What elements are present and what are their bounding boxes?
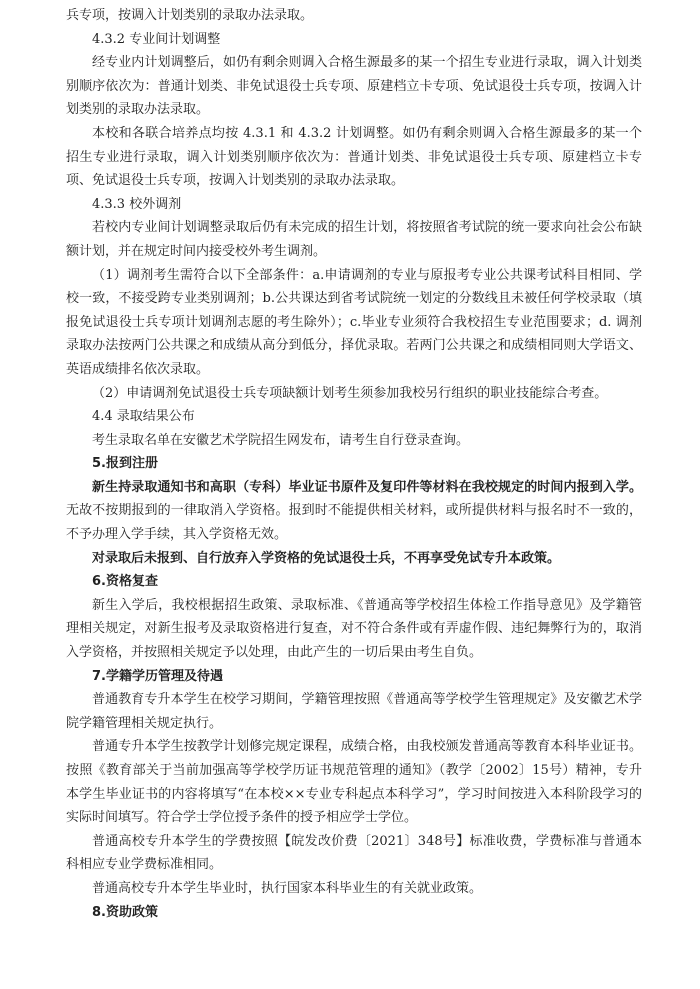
paragraph-veteran-assessment: （2）申请调剂免试退役士兵专项缺额计划考生须参加我校另行组织的职业技能综合考查。 [92,385,608,401]
paragraph-employment: 普通高校专升本学生毕业时，执行国家本科毕业生的有关就业政策。 [92,880,483,896]
section-8-heading: 8.资助政策 [92,904,158,920]
registration-rest: 无故不按期报到的一律取消入学资格。报到时不能提供相关材料，或所提供材料与报名时不一致的，不予办理入学手续，其入学资格无效。 [66,503,642,543]
paragraph-external-transfer: 若校内专业间计划调整录取后仍有未完成的招生计划，将按照省考试院的统一要求向社会公布缺额计划，并在规定时间内接受校外考生调剂。 [66,220,642,259]
section-4-4-title: 4.4 录取结果公布 [92,409,195,425]
paragraph-status-management: 普通教育专升本学生在校学习期间，学籍管理按照《普通高等学校学生管理规定》及安徽艺术学院学籍管理相关规定执行。 [66,692,642,731]
paragraph-transfer-conditions: （1）调剂考生需符合以下全部条件：a.申请调剂的专业与原报考专业公共课考试科目相同、学校一致，不接受跨专业类别调剂；b.公共课达到省考试院统一划定的分数线且未被任何学校录取（填报免试退役士兵专项计划调剂志愿的考生除外）；c.毕业专业须符合我校招生专业范围要求；d. 调剂录取办法按两门公共课之和成绩从高分到低分，择优录取。若两门公共课之和成绩相同则大学语文、英语成绩排名依次录取。 [66,267,642,377]
paragraph-results-publication: 考生录取名单在安徽艺术学院招生网发布，请考生自行登录查询。 [92,432,470,448]
paragraph-continuation: 兵专项，按调入计划类别的录取办法录取。 [66,8,314,23]
section-4-3-2-title: 4.3.2 专业间计划调整 [92,31,221,47]
section-6-heading: 6.资格复查 [92,574,158,590]
section-4-3-3-title: 4.3.3 校外调剂 [92,196,182,212]
section-7-heading: 7.学籍学历管理及待遇 [92,668,223,684]
paragraph-qualification-review: 新生入学后，我校根据招生政策、录取标准、《普通高等学校招生体检工作指导意见》及学籍管理相关规定，对新生报考及录取资格进行复查，对不符合条件或有弄虚作假、违纪舞弊行为的，取消入学资格，并按照相关规定予以处理，由此产生的一切后果由考生自负。 [66,597,642,661]
registration-bold-lead: 新生持录取通知书和高职（专科）毕业证书原件及复印件等材料在我校规定的时间内报到入学。 [92,479,642,495]
paragraph-interprofessional-adjustment: 经专业内计划调整后，如仍有剩余则调入合格生源最多的某一个招生专业进行录取，调入计划类别顺序依次为：普通计划类、非免试退役士兵专项、原建档立卡专项、免试退役士兵专项，按调入计划类别的录取办法录取。 [66,55,642,118]
paragraph-tuition: 普通高校专升本学生的学费按照【皖发改价费〔2021〕348号】标准收费，学费标准与普通本科相应专业学费标准相同。 [66,833,642,873]
section-5-heading: 5.报到注册 [92,456,158,472]
paragraph-diploma: 普通专升本学生按教学计划修完规定课程，成绩合格，由我校颁发普通高等教育本科毕业证书。按照《教育部关于当前加强高等学校学历证书规范管理的通知》（教学〔2002〕15号）精神，专升本学生毕业证书的内容将填写“在本校××专业专科起点本科学习”，学习时间按进入本科阶段学习的实际时间填写。符合学士学位授予条件的授予相应学士学位。 [66,739,642,826]
paragraph-registration [66,476,642,547]
paragraph-joint-training: 本校和各联合培养点均按 4.3.1 和 4.3.2 计划调整。如仍有剩余则调入合格生源最多的某一个招生专业进行录取，调入计划类别顺序依次为：普通计划类、非免试退役士兵专项、原建档立卡专项、免试退役士兵专项，按调入计划类别的录取办法录取。 [66,125,642,189]
paragraph-veteran-policy: 对录取后未报到、自行放弃入学资格的免试退役士兵，不再享受免试专升本政策。 [92,550,561,566]
